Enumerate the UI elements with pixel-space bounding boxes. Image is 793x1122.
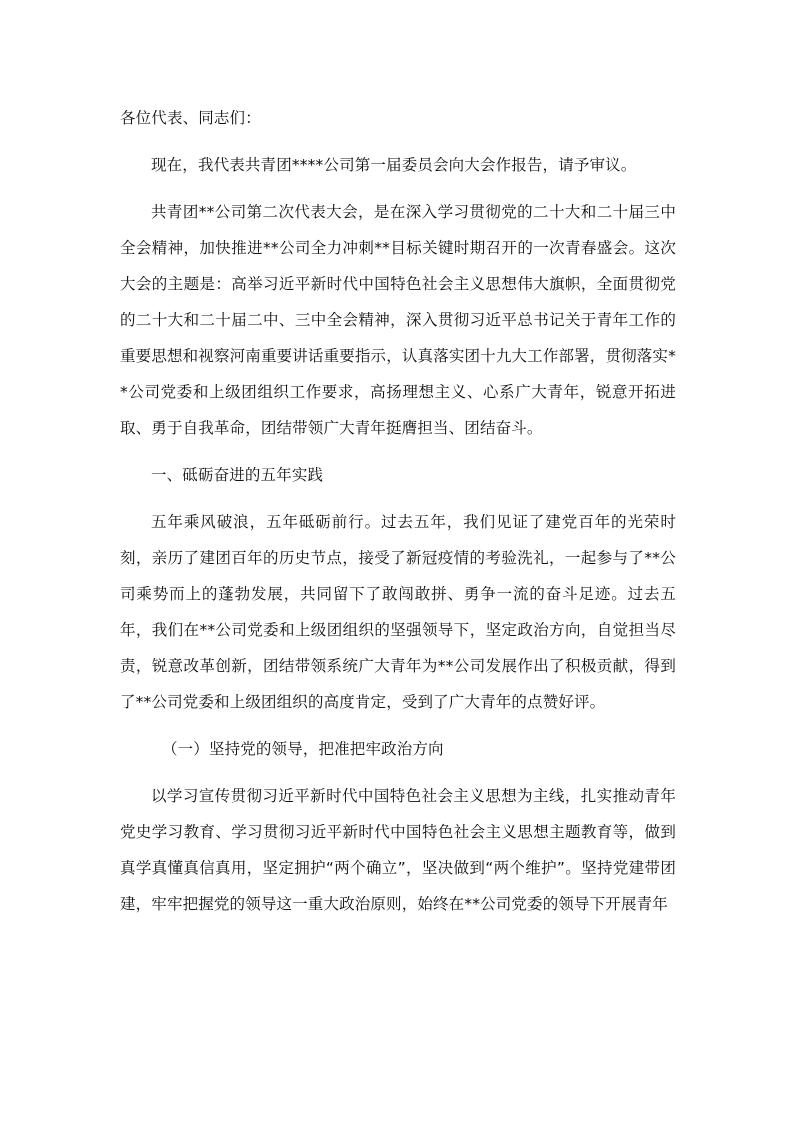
greeting-line: 各位代表、同志们： [120, 109, 261, 127]
subsection-heading: （一）坚持党的领导，把准把牢政治方向 [162, 740, 444, 758]
section-paragraph: 五年乘风破浪，五年砥砺前行。过去五年，我们见证了建党百年的光荣时刻，亲历了建团百年的历史节点，接受了新冠疫情的考验洗礼，一起参与了**公司乘势而上的蓬勃发展，共同留下了敢闯敢拼、勇争一流的奋斗足迹。过去五年，我们在**公司党委和上级团组织的坚强领导下，坚定政治方向，自觉担当尽责，锐意改革创新，团结带领系统广大青年为**公司发展作出了积极贡献，得到了**公司党委和上级团组织的高度肯定，受到了广大青年的点赞好评。 [120, 513, 676, 711]
document-body [120, 100, 676, 922]
section-heading: 一、砥砺奋进的五年实践 [151, 466, 324, 484]
theme-paragraph: 共青团**公司第二次代表大会，是在深入学习贯彻党的二十大和二十届三中全会精神，加快推进**公司全力冲刺**目标关键时期召开的一次青春盛会。这次大会的主题是：高举习近平新时代中国特色社会主义思想伟大旗帜，全面贯彻党的二十大和二十届二中、三中全会精神，深入贯彻习近平总书记关于青年工作的重要思想和视察河南重要讲话重要指示，认真落实团十九大工作部署，贯彻落实**公司党委和上级团组织工作要求，高扬理想主义、心系广大青年，锐意开拓进取、勇于自我革命，团结带领广大青年挺膺担当、团结奋斗。 [120, 203, 676, 437]
opening-paragraph: 现在，我代表共青团****公司第一届委员会向大会作报告，请予审议。 [151, 156, 637, 174]
subsection-paragraph: 以学习宣传贯彻习近平新时代中国特色社会主义思想为主线，扎实推动青年党史学习教育、学习贯彻习近平新时代中国特色社会主义思想主题教育等，做到真学真懂真信真用，坚定拥护“两个确立”，坚决做到“两个维护”。坚持党建带团建，牢牢把握党的领导这一重大政治原则，始终在**公司党委的领导下开展青年 [120, 787, 676, 913]
